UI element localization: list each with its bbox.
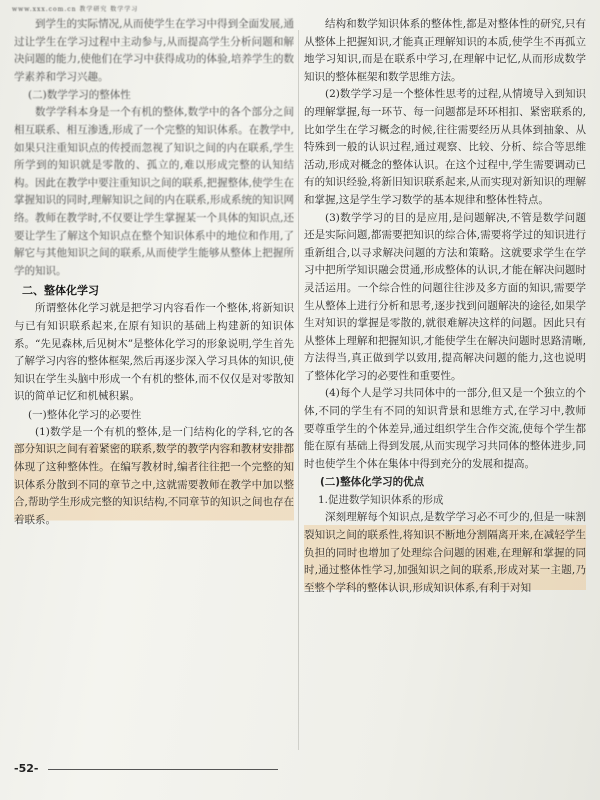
journal-header: www.xxx.com.cn 教学研究 数学学习 [12,6,139,13]
paragraph-necessity-1: (1)数学是一个有机的整体,是一门结构化的学科,它的各部分知识之间有着紧密的联系,数学的教学内容和教材安排都体现了这种整体性。在编写教材时,编者往往把一个完整的知识体系分散到不同的章节之中,这就需要教师在教学中加以整合,帮助学生形成完整的知识结构,不同章节的知识之间也存在着联系。 [14,424,294,530]
paragraph-integrity: 数学学科本身是一个有机的整体,数学中的各个部分之间相互联系、相互渗透,形成了一个完整的知识体系。在教学中,如果只注重知识点的传授而忽视了知识之间的内在联系,学生所学到的知识就是零散的、孤立的,难以形成完整的认知结构。因此在教学中要注重知识之间的联系,把握整体,使学生在掌握知识的同时,理解知识之间的内在联系,形成系统的知识网络。教师在教学时,不仅要让学生掌握某一个具体的知识点,还要让学生了解这个知识点在整个知识体系中的地位和作用,了解它与其他知识之间的联系,从而使学生能够从整体上把握所学的知识。 [14,106,294,277]
right-column [304,16,586,764]
paragraph-necessity-2: (2)数学学习是一个整体性思考的过程,从情境导入到知识的理解掌握,每一环节、每一问题都是环环相扣、紧密联系的,比如学生在学习概念的时候,往往需要经历从具体到抽象、从特殊到一般的认识过程,通过观察、比较、分析、综合等思维活动,形成对概念的整体认识。在这个过程中,学生需要调动已有的知识经验,将新旧知识联系起来,从而实现对新知识的理解和掌握,这是学生学习数学的基本规律和整体性特点。 [304,88,586,206]
subheading-knowledge-system: 1.促进数学知识体系的形成 [318,494,444,507]
footer-rule [48,769,278,770]
paragraph-holistic-definition: 所谓整体化学习就是把学习内容看作一个整体,将新知识与已有知识联系起来,在原有知识的基础上构建新的知识体系。“先见森林,后见树木”是整体化学习的形象说明,学生首先了解学习内容的整体框架,然后再逐步深入学习具体的知识,使知识在学生头脑中形成一个有机的整体,而不仅仅是对零散知识的简单记忆和机械积累。 [14,302,294,403]
paragraph-knowledge-system: 深刻理解每个知识点,是数学学习必不可少的,但是一味割裂知识之间的联系性,将知识不断地分割隔离开来,在减轻学生负担的同时也增加了处理综合问题的困难,在理解和掌握的同时,通过整体性学习,加强知识之间的联系,形成对某一主题,乃至整个学科的整体认识,形成知识体系,有利于对知 [304,509,586,597]
left-column [14,16,294,764]
subheading-integrity: (二)数学学习的整体性 [28,89,131,102]
intro-paragraph: 到学生的实际情况,从而使学生在学习中得到全面发展,通过让学生在学习过程中主动参与,从而提高学生分析问题和解决问题的能力,使他们在学习中获得成功的体验,培养学生的数学素养和学习兴趣。 [14,18,294,83]
page-footer [14,762,294,776]
paragraph-continuation: 结构和数学知识体系的整体性,都是对整体性的研究,只有从整体上把握知识,才能真正理解知识的本质,使学生不再孤立地学习知识,而是在联系中学习,在理解中记忆,从而形成数学知识的整体框架和数学思维方法。 [304,18,586,83]
section-heading-holistic-learning: 二、整体化学习 [22,284,99,298]
subheading-advantages: (二)整体化学习的优点 [320,476,425,489]
page-number: -52- [14,762,39,775]
paragraph-necessity-3: (3)数学学习的目的是应用,是问题解决,不管是数学问题还是实际问题,都需要把知识的综合体,需要将学过的知识进行重新组合,以寻求解决问题的方法和策略。这就要求学生在学习中把所学知识融会贯通,形成整体的认识,才能在解决问题时灵活运用。一个综合性的问题往往涉及多方面的知识,需要学生从整体上进行分析和思考,逐步找到问题解决的途径,如果学生对知识的掌握是零散的,就很难解决这样的问题。因此只有从整体上理解和把握知识,才能使学生在解决问题时思路清晰,方法得当,真正做到学以致用,提高解决问题的能力,这也说明了整体化学习的必要性和重要性。 [304,211,586,382]
paragraph-necessity-4: (4)每个人是学习共同体中的一部分,但又是一个独立的个体,不同的学生有不同的知识背景和思维方式,在学习中,教师要尊重学生的个体差异,通过组织学生合作交流,使每个学生都能在原有基础上得到发展,从而实现学习共同体的整体进步,同时也使学生个体在集体中得到充分的发展和提高。 [304,387,586,470]
subheading-necessity: (一)整体化学习的必要性 [28,408,142,421]
column-divider [298,30,299,750]
